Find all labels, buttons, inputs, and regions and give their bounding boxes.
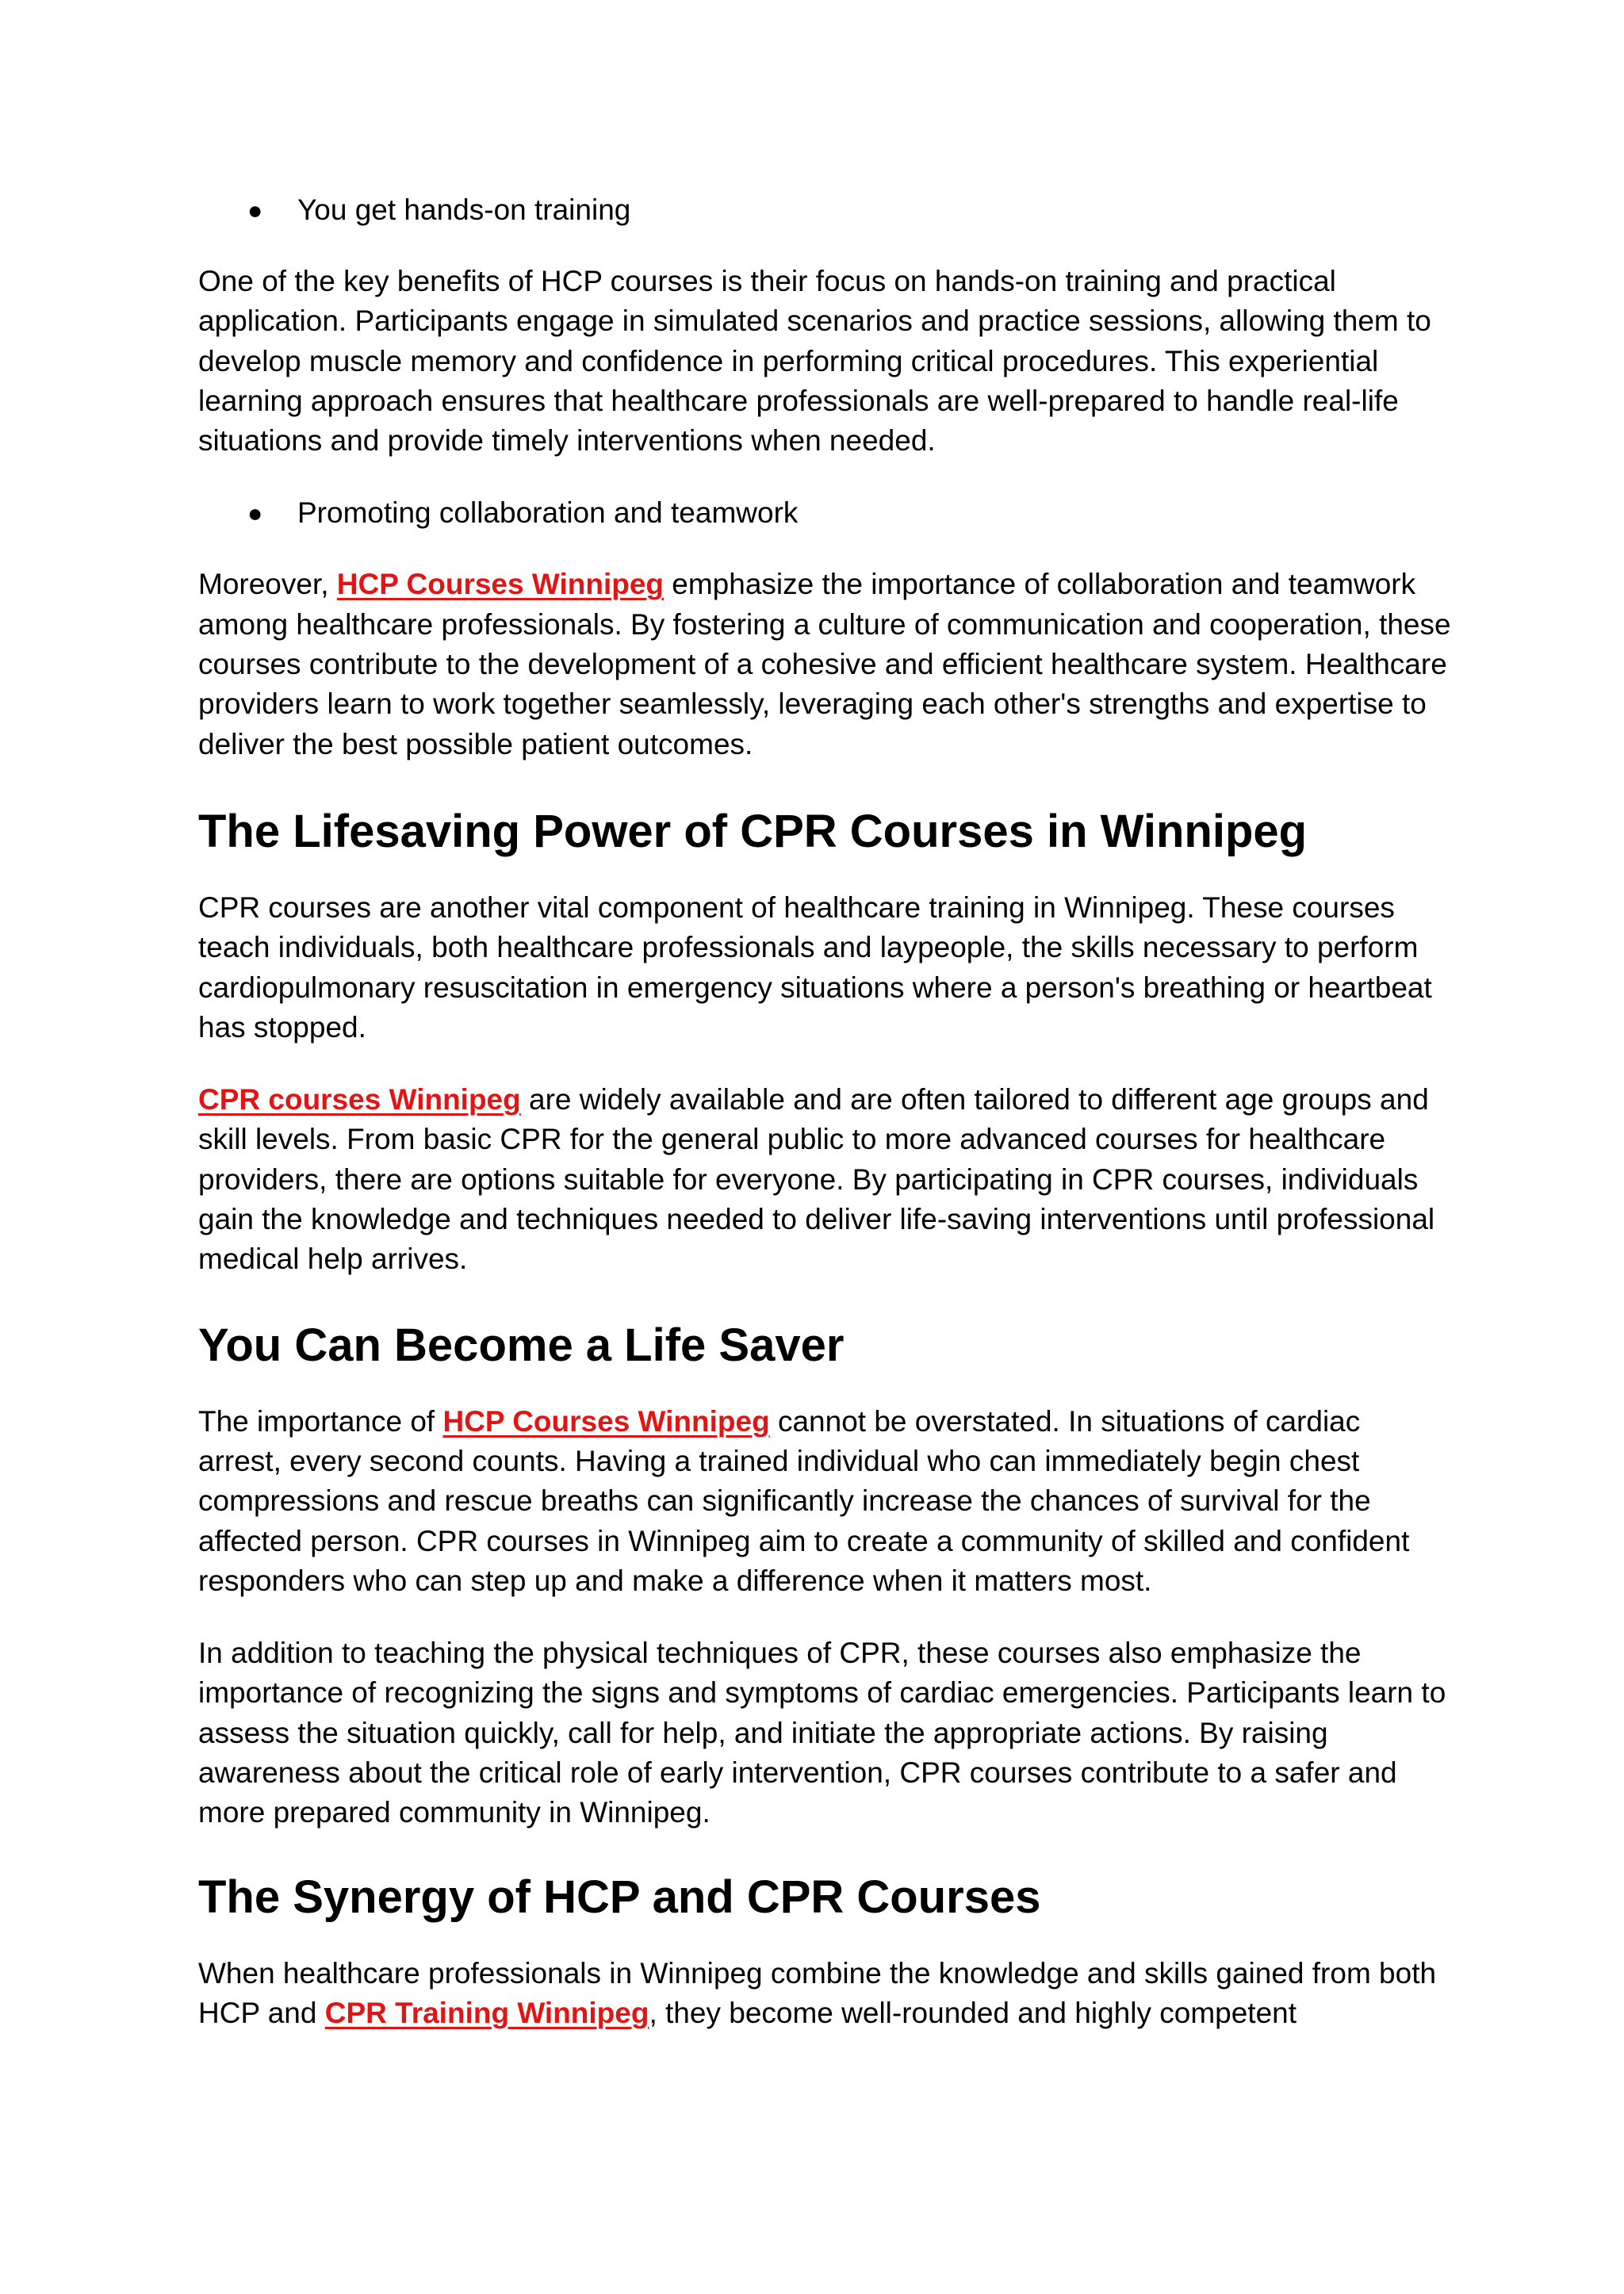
heading-synergy: The Synergy of HCP and CPR Courses bbox=[198, 1871, 1041, 1923]
hcp-courses-winnipeg-link[interactable]: HCP Courses Winnipeg bbox=[442, 1404, 770, 1438]
paragraph-text: Moreover, bbox=[198, 568, 337, 601]
paragraph-text: cannot be overstated. In situations of cardiac arrest, every second counts. Having a trained individual who can immediately begin chest compressions and rescue breaths can significantly increase the chances of survival for the affected person. CPR courses in Winnipeg aim to create a community of skilled and confident responders who can step up and make a difference when it matters most. bbox=[198, 1404, 1410, 1597]
bullet-text: Promoting collaboration and teamwork bbox=[297, 496, 799, 530]
bullet-dot-icon: ● bbox=[247, 499, 263, 528]
bullet-item-hands-on bbox=[198, 190, 1451, 230]
paragraph-collaboration bbox=[198, 565, 1451, 764]
heading-life-saver: You Can Become a Life Saver bbox=[198, 1319, 845, 1371]
paragraph-synergy bbox=[198, 1954, 1451, 2034]
document-page bbox=[198, 190, 1451, 2033]
paragraph-cpr-availability bbox=[198, 1080, 1451, 1279]
paragraph-importance bbox=[198, 1402, 1451, 1601]
bullet-dot-icon: ● bbox=[247, 196, 263, 224]
paragraph-recognizing-signs: In addition to teaching the physical techniques of CPR, these courses also emphasize the importance of recognizing the signs and symptoms of cardiac emergencies. Participants learn to assess the situation quickly, call for help, and initiate the appropriate actions. By raising awareness about the critical role of early intervention, CPR courses contribute to a safer and more prepared community in Winnipeg. bbox=[198, 1637, 1446, 1829]
hcp-courses-winnipeg-link[interactable]: HCP Courses Winnipeg bbox=[336, 568, 664, 601]
paragraph-cpr-intro: CPR courses are another vital component of healthcare training in Winnipeg. These courses teach individuals, both healthcare professionals and laypeople, the skills necessary to perform cardiopulmonary resuscitation in emergency situations where a person's breathing or heartbeat has stopped. bbox=[198, 890, 1432, 1044]
paragraph-text: The importance of bbox=[198, 1404, 443, 1438]
cpr-courses-winnipeg-link[interactable]: CPR courses Winnipeg bbox=[198, 1083, 521, 1116]
paragraph-text: are widely available and are often tailored to different age groups and skill levels. From basic CPR for the general public to more advanced courses for healthcare providers, there are options suitable for everyone. By participating in CPR courses, individuals gain the knowledge and techniques needed to deliver life-saving interventions until professional medical help arrives. bbox=[198, 1083, 1435, 1276]
heading-lifesaving-power: The Lifesaving Power of CPR Courses in Winnipeg bbox=[198, 805, 1308, 857]
cpr-training-winnipeg-link[interactable]: CPR Training Winnipeg bbox=[324, 1996, 649, 2029]
bullet-item-collaboration bbox=[198, 493, 1451, 533]
paragraph-text: , they become well-rounded and highly competent bbox=[649, 1996, 1297, 2029]
bullet-text: You get hands-on training bbox=[297, 193, 631, 226]
paragraph-hands-on-training: One of the key benefits of HCP courses is their focus on hands-on training and practical application. Participants engage in simulated scenarios and practice sessions, allowing them to develop muscle memory and confidence in performing critical procedures. This experiential learning approach ensures that healthcare professionals are well-prepared to handle real-life situations and provide timely interventions when needed. bbox=[198, 265, 1431, 458]
paragraph-text: emphasize the importance of collaboration and teamwork among healthcare professionals. By fostering a culture of communication and cooperation, these courses contribute to the development of a cohesive and efficient healthcare system. Healthcare providers learn to work together seamlessly, leveraging each other's strengths and expertise to deliver the best possible patient outcomes. bbox=[198, 568, 1451, 760]
paragraph-text: When healthcare professionals in Winnipeg combine the knowledge and skills gained from both HCP and bbox=[198, 1956, 1437, 2029]
